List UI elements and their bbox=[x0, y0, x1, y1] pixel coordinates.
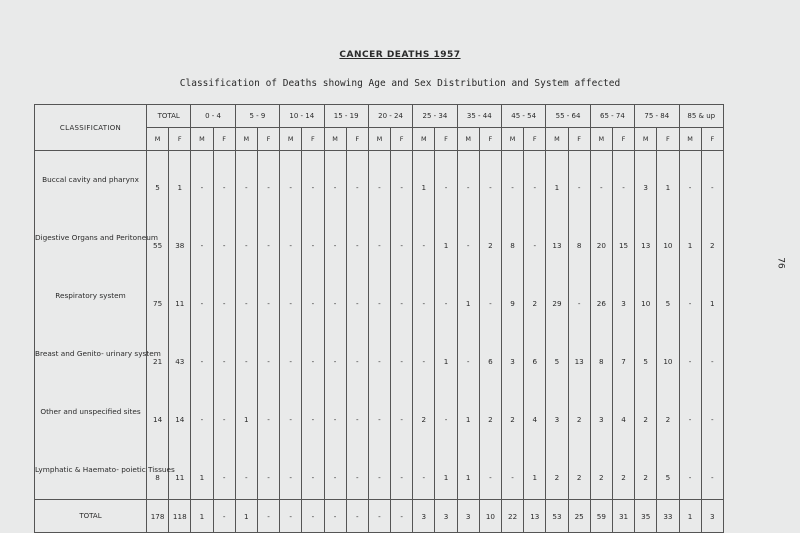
table-cell: 2 bbox=[502, 383, 524, 441]
table-cell: 4 bbox=[612, 383, 634, 441]
row-label: Lymphatic & Haemato- poietic Tissues bbox=[35, 441, 147, 500]
table-cell: 1 bbox=[435, 209, 457, 267]
table-cell: - bbox=[191, 267, 213, 325]
table-cell: - bbox=[701, 151, 723, 210]
table-cell: 11 bbox=[169, 441, 191, 500]
table-cell: - bbox=[235, 441, 257, 500]
table-cell: - bbox=[701, 325, 723, 383]
table-cell: - bbox=[368, 383, 390, 441]
total-row bbox=[35, 500, 724, 533]
row-label: Breast and Genito- urinary system bbox=[35, 325, 147, 383]
table-cell: - bbox=[479, 151, 501, 210]
table-cell: 3 bbox=[590, 383, 612, 441]
male-header: M bbox=[368, 128, 390, 151]
table-cell: 7 bbox=[612, 325, 634, 383]
table-cell: - bbox=[457, 325, 479, 383]
table-cell: 2 bbox=[590, 441, 612, 500]
total-cell: 3 bbox=[413, 500, 435, 533]
table-cell: 13 bbox=[635, 209, 657, 267]
table-cell: - bbox=[324, 441, 346, 500]
table-cell: 14 bbox=[147, 383, 169, 441]
table-cell: - bbox=[479, 267, 501, 325]
table-cell: 2 bbox=[568, 441, 590, 500]
table-cell: 1 bbox=[235, 383, 257, 441]
female-header: F bbox=[346, 128, 368, 151]
table-cell: 5 bbox=[546, 325, 568, 383]
male-header: M bbox=[635, 128, 657, 151]
table-cell: - bbox=[368, 441, 390, 500]
male-header: M bbox=[191, 128, 213, 151]
age-group-header: 35 - 44 bbox=[457, 105, 501, 128]
table-row bbox=[35, 441, 724, 500]
table-cell: - bbox=[391, 151, 413, 210]
total-cell: - bbox=[280, 500, 302, 533]
table-cell: - bbox=[235, 151, 257, 210]
table-cell: - bbox=[368, 151, 390, 210]
table-cell: - bbox=[302, 151, 324, 210]
table-cell: - bbox=[413, 441, 435, 500]
table-cell: 8 bbox=[147, 441, 169, 500]
classification-header: CLASSIFICATION bbox=[35, 105, 147, 151]
table-cell: 4 bbox=[524, 383, 546, 441]
table-cell: 2 bbox=[479, 209, 501, 267]
table-cell: - bbox=[280, 441, 302, 500]
table-cell: - bbox=[368, 267, 390, 325]
table-cell: - bbox=[413, 325, 435, 383]
table-cell: - bbox=[391, 325, 413, 383]
table-cell: - bbox=[346, 267, 368, 325]
table-cell: 20 bbox=[590, 209, 612, 267]
age-group-header: 45 - 54 bbox=[502, 105, 546, 128]
total-cell: - bbox=[324, 500, 346, 533]
female-header: F bbox=[657, 128, 679, 151]
table-cell: - bbox=[191, 151, 213, 210]
table-cell: - bbox=[324, 151, 346, 210]
total-cell: 31 bbox=[612, 500, 634, 533]
female-header: F bbox=[524, 128, 546, 151]
age-group-header: TOTAL bbox=[147, 105, 191, 128]
table-cell: - bbox=[435, 267, 457, 325]
female-header: F bbox=[435, 128, 457, 151]
female-header: F bbox=[701, 128, 723, 151]
table-cell: - bbox=[213, 383, 235, 441]
table-cell: - bbox=[191, 325, 213, 383]
table-cell: 14 bbox=[169, 383, 191, 441]
table-cell: 13 bbox=[546, 209, 568, 267]
table-cell: 1 bbox=[457, 441, 479, 500]
table-cell: - bbox=[235, 209, 257, 267]
total-cell: - bbox=[346, 500, 368, 533]
age-group-header: 75 - 84 bbox=[635, 105, 679, 128]
page-number: 76 bbox=[775, 257, 786, 269]
table-cell: - bbox=[413, 267, 435, 325]
male-header: M bbox=[147, 128, 169, 151]
row-label: Buccal cavity and pharynx bbox=[35, 151, 147, 210]
page-subtitle: Classification of Deaths showing Age and Sex Distribution and System affected bbox=[179, 78, 621, 89]
total-cell: 13 bbox=[524, 500, 546, 533]
table-cell: 2 bbox=[635, 383, 657, 441]
table-cell: 5 bbox=[657, 267, 679, 325]
table-cell: - bbox=[479, 441, 501, 500]
female-header: F bbox=[479, 128, 501, 151]
table-cell: - bbox=[302, 325, 324, 383]
table-cell: - bbox=[457, 151, 479, 210]
table-cell: - bbox=[568, 151, 590, 210]
table-cell: - bbox=[502, 441, 524, 500]
table-cell: - bbox=[524, 209, 546, 267]
male-header: M bbox=[590, 128, 612, 151]
table-cell: 3 bbox=[612, 267, 634, 325]
table-cell: - bbox=[257, 267, 279, 325]
table-cell: - bbox=[413, 209, 435, 267]
female-header: F bbox=[213, 128, 235, 151]
male-header: M bbox=[457, 128, 479, 151]
table-cell: - bbox=[280, 383, 302, 441]
female-header: F bbox=[257, 128, 279, 151]
row-label: Other and unspecified sites bbox=[35, 383, 147, 441]
table-row bbox=[35, 209, 724, 267]
total-cell: 1 bbox=[235, 500, 257, 533]
female-header: F bbox=[612, 128, 634, 151]
table-cell: - bbox=[302, 209, 324, 267]
table-cell: 1 bbox=[701, 267, 723, 325]
table-cell: - bbox=[502, 151, 524, 210]
female-header: F bbox=[391, 128, 413, 151]
table-cell: - bbox=[435, 383, 457, 441]
total-cell: 33 bbox=[657, 500, 679, 533]
table-cell: - bbox=[324, 325, 346, 383]
table-cell: - bbox=[524, 151, 546, 210]
total-cell: 178 bbox=[147, 500, 169, 533]
total-label: TOTAL bbox=[35, 500, 147, 533]
table-cell: - bbox=[590, 151, 612, 210]
table-cell: 5 bbox=[635, 325, 657, 383]
male-header: M bbox=[235, 128, 257, 151]
table-cell: - bbox=[679, 267, 701, 325]
table-cell: 6 bbox=[479, 325, 501, 383]
age-group-header: 15 - 19 bbox=[324, 105, 368, 128]
table-cell: 29 bbox=[546, 267, 568, 325]
total-cell: - bbox=[257, 500, 279, 533]
table-cell: - bbox=[280, 325, 302, 383]
male-header: M bbox=[324, 128, 346, 151]
table-cell: 2 bbox=[479, 383, 501, 441]
table-cell: 1 bbox=[679, 209, 701, 267]
table-cell: - bbox=[346, 151, 368, 210]
total-cell: 3 bbox=[701, 500, 723, 533]
total-cell: - bbox=[368, 500, 390, 533]
table-cell: - bbox=[257, 209, 279, 267]
table-cell: - bbox=[391, 383, 413, 441]
table-cell: 21 bbox=[147, 325, 169, 383]
table-cell: 43 bbox=[169, 325, 191, 383]
table-cell: 6 bbox=[524, 325, 546, 383]
table-cell: - bbox=[213, 325, 235, 383]
total-cell: - bbox=[391, 500, 413, 533]
table-cell: 8 bbox=[590, 325, 612, 383]
table-cell: 2 bbox=[413, 383, 435, 441]
table-cell: - bbox=[346, 441, 368, 500]
male-header: M bbox=[679, 128, 701, 151]
table-cell: 8 bbox=[568, 209, 590, 267]
table-cell: - bbox=[701, 441, 723, 500]
table-row bbox=[35, 151, 724, 210]
table-cell: 1 bbox=[413, 151, 435, 210]
male-header: M bbox=[280, 128, 302, 151]
table-cell: 2 bbox=[546, 441, 568, 500]
table-cell: 1 bbox=[657, 151, 679, 210]
table-cell: - bbox=[391, 441, 413, 500]
table-cell: - bbox=[324, 267, 346, 325]
table-cell: 3 bbox=[546, 383, 568, 441]
table-cell: 10 bbox=[635, 267, 657, 325]
table-cell: 8 bbox=[502, 209, 524, 267]
total-cell: 118 bbox=[169, 500, 191, 533]
table-cell: - bbox=[257, 441, 279, 500]
table-cell: 13 bbox=[568, 325, 590, 383]
table-cell: - bbox=[679, 441, 701, 500]
table-cell: - bbox=[280, 151, 302, 210]
table-cell: - bbox=[191, 209, 213, 267]
table-cell: 3 bbox=[502, 325, 524, 383]
age-group-header: 85 & up bbox=[679, 105, 724, 128]
table-cell: 1 bbox=[546, 151, 568, 210]
male-header: M bbox=[502, 128, 524, 151]
table-cell: 75 bbox=[147, 267, 169, 325]
age-group-header: 20 - 24 bbox=[368, 105, 412, 128]
table-cell: 15 bbox=[612, 209, 634, 267]
table-cell: 2 bbox=[635, 441, 657, 500]
table-cell: - bbox=[302, 383, 324, 441]
total-cell: - bbox=[302, 500, 324, 533]
total-cell: 10 bbox=[479, 500, 501, 533]
table-cell: 10 bbox=[657, 209, 679, 267]
table-cell: - bbox=[701, 383, 723, 441]
table-cell: - bbox=[191, 383, 213, 441]
table-cell: 2 bbox=[657, 383, 679, 441]
table-row bbox=[35, 267, 724, 325]
table-cell: - bbox=[346, 383, 368, 441]
table-cell: 1 bbox=[191, 441, 213, 500]
table-cell: 1 bbox=[169, 151, 191, 210]
age-group-header: 25 - 34 bbox=[413, 105, 457, 128]
table-cell: 11 bbox=[169, 267, 191, 325]
table-cell: - bbox=[391, 267, 413, 325]
table-cell: 1 bbox=[457, 267, 479, 325]
table-cell: - bbox=[346, 209, 368, 267]
table-cell: - bbox=[257, 151, 279, 210]
table-cell: - bbox=[435, 151, 457, 210]
age-group-header: 65 - 74 bbox=[590, 105, 634, 128]
total-cell: 35 bbox=[635, 500, 657, 533]
table-cell: - bbox=[302, 267, 324, 325]
table-cell: - bbox=[213, 441, 235, 500]
table-cell: - bbox=[257, 325, 279, 383]
table-cell: - bbox=[457, 209, 479, 267]
page-title: CANCER DEATHS 1957 bbox=[339, 50, 461, 60]
female-header: F bbox=[169, 128, 191, 151]
age-group-header: 55 - 64 bbox=[546, 105, 590, 128]
table-cell: 2 bbox=[701, 209, 723, 267]
total-cell: 1 bbox=[191, 500, 213, 533]
age-group-header: 10 - 14 bbox=[280, 105, 324, 128]
table-cell: - bbox=[346, 325, 368, 383]
female-header: F bbox=[568, 128, 590, 151]
cancer-deaths-table bbox=[34, 104, 724, 533]
table-cell: - bbox=[324, 209, 346, 267]
table-cell: - bbox=[280, 267, 302, 325]
table-cell: - bbox=[679, 151, 701, 210]
row-label: Respiratory system bbox=[35, 267, 147, 325]
table-cell: - bbox=[213, 267, 235, 325]
table-cell: - bbox=[280, 209, 302, 267]
total-cell: 3 bbox=[457, 500, 479, 533]
total-cell: 59 bbox=[590, 500, 612, 533]
table-cell: - bbox=[257, 383, 279, 441]
table-cell: - bbox=[568, 267, 590, 325]
table-cell: 38 bbox=[169, 209, 191, 267]
table-cell: 10 bbox=[657, 325, 679, 383]
table-cell: 3 bbox=[635, 151, 657, 210]
table-cell: 2 bbox=[524, 267, 546, 325]
table-cell: - bbox=[324, 383, 346, 441]
table-cell: 5 bbox=[657, 441, 679, 500]
table-cell: - bbox=[368, 325, 390, 383]
table-cell: - bbox=[235, 267, 257, 325]
female-header: F bbox=[302, 128, 324, 151]
total-cell: 3 bbox=[435, 500, 457, 533]
male-header: M bbox=[413, 128, 435, 151]
table-cell: - bbox=[679, 325, 701, 383]
table-row bbox=[35, 325, 724, 383]
total-cell: 1 bbox=[679, 500, 701, 533]
table-row bbox=[35, 383, 724, 441]
total-cell: 25 bbox=[568, 500, 590, 533]
table-cell: 2 bbox=[568, 383, 590, 441]
age-group-header: 5 - 9 bbox=[235, 105, 279, 128]
table-cell: 1 bbox=[435, 325, 457, 383]
total-cell: - bbox=[213, 500, 235, 533]
total-cell: 53 bbox=[546, 500, 568, 533]
table-cell: - bbox=[368, 209, 390, 267]
table-cell: 1 bbox=[457, 383, 479, 441]
table-cell: - bbox=[213, 151, 235, 210]
table-cell: 26 bbox=[590, 267, 612, 325]
table-cell: - bbox=[302, 441, 324, 500]
male-header: M bbox=[546, 128, 568, 151]
table-cell: 1 bbox=[524, 441, 546, 500]
age-group-header: 0 - 4 bbox=[191, 105, 235, 128]
table-cell: 55 bbox=[147, 209, 169, 267]
table-cell: - bbox=[213, 209, 235, 267]
row-label: Digestive Organs and Peritoneum bbox=[35, 209, 147, 267]
table-cell: - bbox=[612, 151, 634, 210]
table-cell: 9 bbox=[502, 267, 524, 325]
table-cell: - bbox=[679, 383, 701, 441]
table-cell: 1 bbox=[435, 441, 457, 500]
total-cell: 22 bbox=[502, 500, 524, 533]
table-cell: - bbox=[391, 209, 413, 267]
table-cell: - bbox=[235, 325, 257, 383]
table-cell: 5 bbox=[147, 151, 169, 210]
table-cell: 2 bbox=[612, 441, 634, 500]
